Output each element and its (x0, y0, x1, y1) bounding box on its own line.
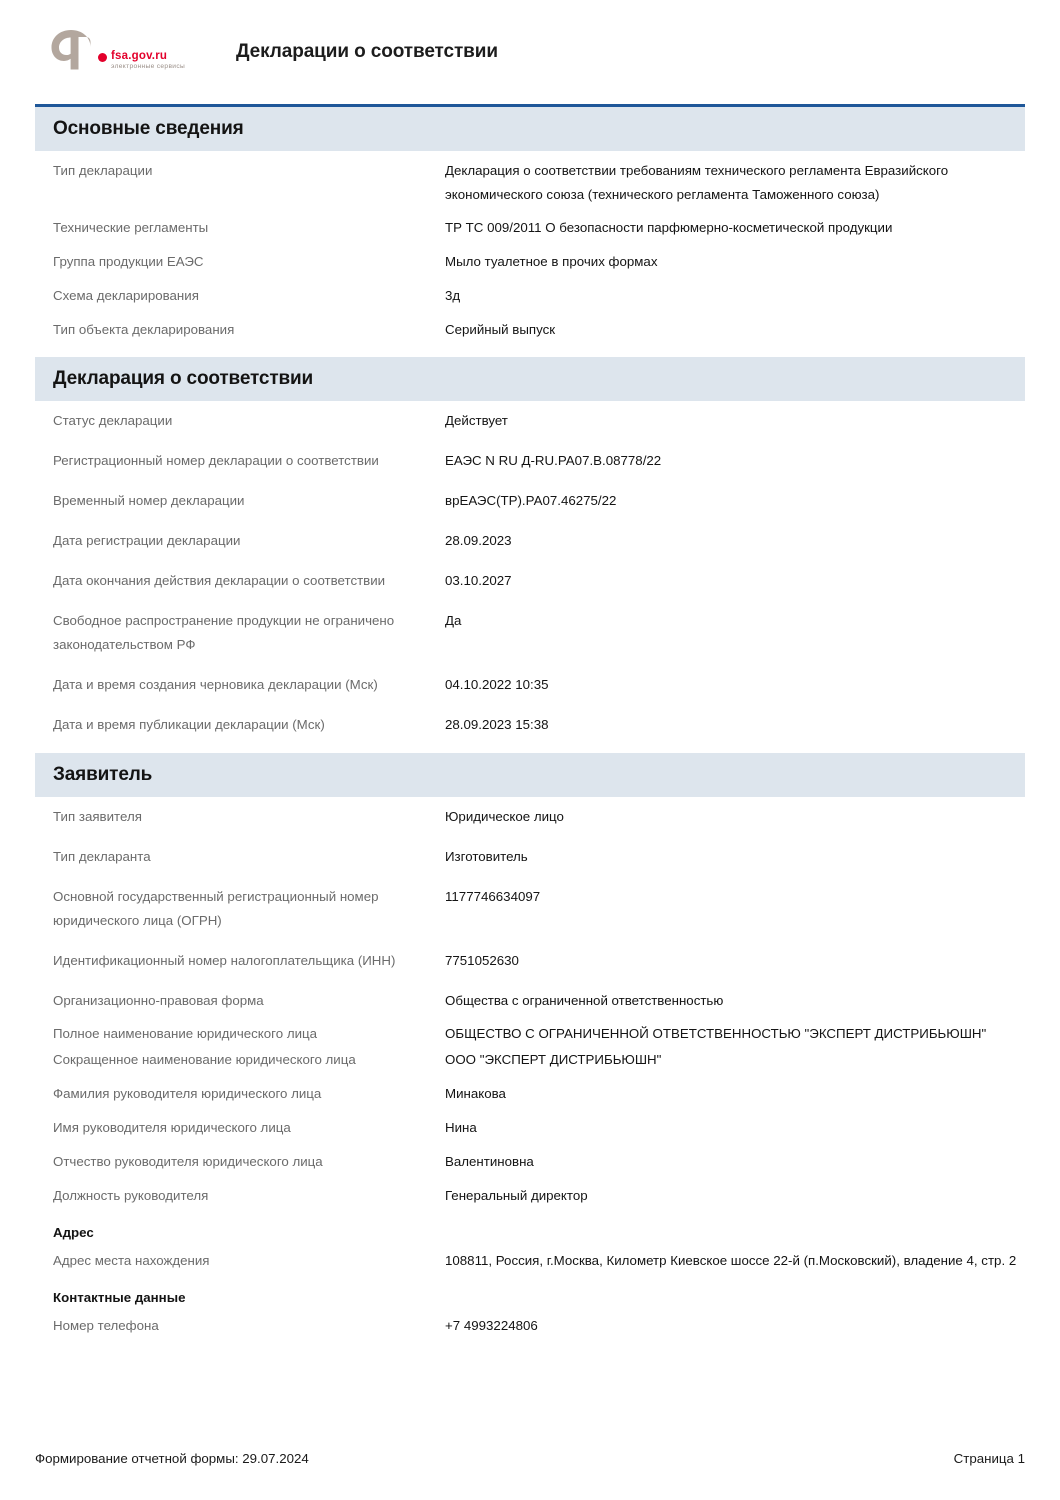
table-row (53, 1047, 1025, 1073)
row-value: 108811, Россия, г.Москва, Километр Киевское шоссе 22-й (п.Московский), владение 4, стр. 2 (445, 1253, 1017, 1268)
row-value: +7 4993224806 (445, 1318, 538, 1333)
row-value: ОБЩЕСТВО С ОГРАНИЧЕННОЙ ОТВЕТСТВЕННОСТЬЮ "ЭКСПЕРТ ДИСТРИБЬЮШН" (445, 1026, 987, 1041)
section-header-basic-info (35, 107, 1025, 151)
logo-domain: fsa.gov.ru (111, 49, 168, 62)
row-value: 3д (445, 288, 461, 303)
table-row (53, 665, 1025, 705)
table-row (53, 521, 1025, 561)
row-value: Валентиновна (445, 1154, 534, 1169)
document-content (35, 104, 1025, 1339)
row-label: Идентификационный номер налогоплательщика (ИНН) (53, 953, 396, 968)
subsection-title-contacts: Контактные данные (53, 1290, 186, 1305)
row-label: Дата окончания действия декларации о соответствии (53, 573, 386, 588)
section-header-applicant (35, 753, 1025, 797)
row-value: врЕАЭС(ТР).РА07.46275/22 (445, 493, 617, 508)
table-row (53, 401, 1025, 441)
table-row (53, 1115, 1025, 1141)
row-label: Свободное распространение продукции не ограничено законодательством РФ (53, 613, 395, 652)
red-dot-icon (98, 53, 107, 62)
row-value: Общества с ограниченной ответственностью (445, 993, 724, 1008)
table-row (53, 837, 1025, 877)
row-value: 04.10.2022 10:35 (445, 677, 549, 692)
table-row (53, 481, 1025, 521)
table-row (53, 981, 1025, 1021)
row-value: ЕАЭС N RU Д-RU.РА07.В.08778/22 (445, 453, 662, 468)
row-label: Схема декларирования (53, 288, 199, 303)
logo-wordmark (98, 51, 185, 75)
table-row (53, 1081, 1025, 1107)
row-label: Дата и время создания черновика декларации (Мск) (53, 677, 378, 692)
row-label: Адрес места нахождения (53, 1253, 210, 1268)
subsection-title-address: Адрес (53, 1225, 94, 1240)
row-label: Тип заявителя (53, 809, 142, 824)
row-label: Тип декларанта (53, 849, 151, 864)
table-row (53, 1248, 1025, 1274)
row-value: Мыло туалетное в прочих формах (445, 254, 658, 269)
row-value: 28.09.2023 15:38 (445, 717, 549, 732)
table-row (53, 249, 1025, 275)
row-value: Да (445, 613, 462, 628)
document-footer (35, 1451, 1025, 1466)
row-value: 03.10.2027 (445, 573, 512, 588)
table-row (53, 317, 1025, 343)
table-row (53, 283, 1025, 309)
table-row (53, 1313, 1025, 1339)
table-row (53, 215, 1025, 241)
row-label: Группа продукции ЕАЭС (53, 254, 204, 269)
row-label: Дата и время публикации декларации (Мск) (53, 717, 325, 732)
footer-generated-date: Формирование отчетной формы: 29.07.2024 (35, 1451, 309, 1466)
row-label: Сокращенное наименование юридического лица (53, 1052, 356, 1067)
row-value: ООО "ЭКСПЕРТ ДИСТРИБЬЮШН" (445, 1052, 662, 1067)
row-label: Номер телефона (53, 1318, 159, 1333)
footer-page-number: Страница 1 (953, 1451, 1025, 1466)
row-label: Дата регистрации декларации (53, 533, 241, 548)
row-value: ТР ТС 009/2011 О безопасности парфюмерно-косметической продукции (445, 220, 893, 235)
row-value: Декларация о соответствии требованиям технического регламента Евразийского экономического союза (технического регламента Таможенного союза) (445, 163, 949, 202)
page-title: Декларации о соответствии (236, 41, 498, 62)
row-label: Имя руководителя юридического лица (53, 1120, 291, 1135)
row-value: Серийный выпуск (445, 322, 556, 337)
table-row (53, 441, 1025, 481)
row-value: Юридическое лицо (445, 809, 564, 824)
row-label: Тип объекта декларирования (53, 322, 235, 337)
table-row (53, 941, 1025, 981)
section-title: Декларация о соответствии (53, 368, 314, 389)
row-value: Минакова (445, 1086, 506, 1101)
row-value: 28.09.2023 (445, 533, 512, 548)
section-title: Основные сведения (53, 118, 244, 139)
row-label: Основной государственный регистрационный номер юридического лица (ОГРН) (53, 889, 379, 928)
row-value: Действует (445, 413, 508, 428)
row-value: 7751052630 (445, 953, 519, 968)
section-rows-basic-info (35, 151, 1025, 357)
row-value: Изготовитель (445, 849, 528, 864)
table-row (53, 601, 1025, 665)
fsa-logo (48, 29, 188, 75)
row-value: 1177746634097 (445, 889, 541, 904)
row-value: Нина (445, 1120, 477, 1135)
row-label: Должность руководителя (53, 1188, 209, 1203)
row-label: Временный номер декларации (53, 493, 245, 508)
table-row (53, 1183, 1025, 1209)
section-title: Заявитель (53, 764, 153, 785)
row-label: Организационно-правовая форма (53, 993, 264, 1008)
table-row (53, 877, 1025, 941)
row-label: Регистрационный номер декларации о соответствии (53, 453, 379, 468)
document-header (0, 0, 1060, 104)
row-label: Полное наименование юридического лица (53, 1026, 318, 1041)
table-row (53, 705, 1025, 745)
logo-subtitle: электронные сервисы (111, 63, 186, 71)
row-label: Технические регламенты (53, 220, 209, 235)
table-row (53, 1149, 1025, 1175)
section-rows-applicant (35, 797, 1025, 1339)
table-row (53, 561, 1025, 601)
row-label: Фамилия руководителя юридического лица (53, 1086, 322, 1101)
row-label: Тип декларации (53, 163, 153, 178)
row-label: Статус декларации (53, 413, 173, 428)
stylized-a-logo-icon (48, 27, 94, 73)
table-row (53, 151, 1025, 215)
row-label: Отчество руководителя юридического лица (53, 1154, 323, 1169)
section-rows-declaration (35, 401, 1025, 753)
table-row (53, 1021, 1025, 1047)
row-value: Генеральный директор (445, 1188, 588, 1203)
section-header-declaration (35, 357, 1025, 401)
table-row (53, 797, 1025, 837)
